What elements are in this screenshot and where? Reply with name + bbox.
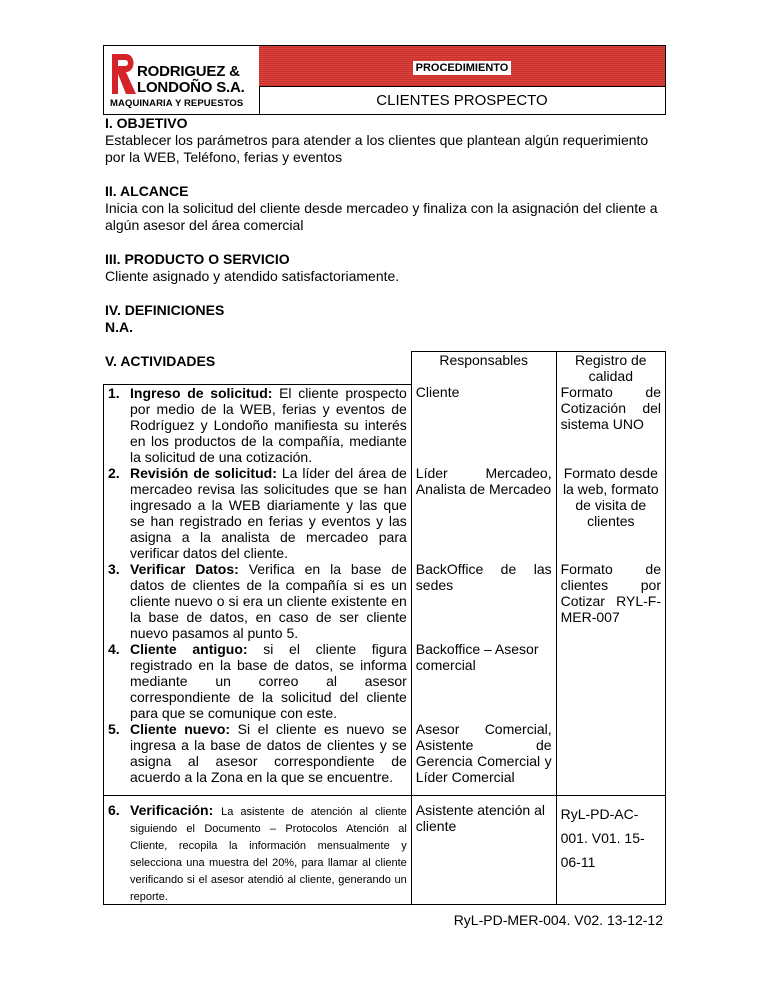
- table-row: [104, 795, 666, 904]
- activity-text: La asistente de atención al cliente siguiendo el Documento – Protocolos Atención al Cliente, recopila la información mensualmente y selecciona una muestra del 20%, para llamar al cliente verificando si el asesor atendió al cliente, generando un reporte.: [130, 805, 407, 903]
- activity-responsable: BackOffice de las sedes: [411, 561, 556, 641]
- section-body: Establecer los parámetros para atender a los clientes que plantean algún requerimiento por la WEB, Teléfono, ferias y eventos: [105, 132, 649, 165]
- logo-r-emblem-icon: [110, 52, 138, 96]
- logo-line2: LONDOÑO S.A.: [137, 79, 245, 96]
- activity-text: La líder del área de mercadeo revisa las solicitudes que se han ingresado a la WEB diariamente y las que se han registrado en ferias y eventos y las asigna a la analista de mercadeo para verificar datos del cliente.: [130, 464, 407, 561]
- section-body: Inicia con la solicitud del cliente desde mercadeo y finaliza con la asignación del cliente a algún asesor del área comercial: [105, 200, 658, 233]
- section-objetivo: [105, 115, 665, 166]
- procedure-banner: [259, 46, 665, 87]
- logo-line1: RODRIGUEZ &: [137, 63, 240, 80]
- activity-title: Cliente nuevo:: [130, 720, 231, 737]
- activity-responsable: Backoffice – Asesor comercial: [411, 641, 556, 721]
- activity-title: Ingreso de solicitud:: [130, 384, 273, 401]
- section-alcance: [105, 183, 665, 234]
- logo-subtitle: MAQUINARIA Y REPUESTOS: [110, 98, 244, 109]
- activities-heading: V. ACTIVIDADES: [105, 353, 216, 369]
- activity-title: Cliente antiguo:: [130, 640, 248, 657]
- activity-text: si el cliente figura registrado en la base de datos, se informa mediante un correo al asesor correspondiente de la solicitud del cliente para que se comunique con este.: [130, 640, 407, 721]
- section-heading: I. OBJETIVO: [105, 115, 188, 131]
- document-sections: [105, 115, 665, 370]
- table-header-row: [104, 352, 666, 385]
- table-row: [104, 465, 666, 561]
- activity-text: Si el cliente es nuevo se ingresa a la base de datos de clientes y se asigna al asesor correspondiente de acuerdo a la Zona en la que se encuentre.: [130, 720, 407, 785]
- activity-text: Verifica en la base de datos de clientes de la compañía si es un cliente nuevo o si era un cliente existente en la base de datos, en caso de ser cliente nuevo pasamos al punto 5.: [130, 560, 407, 641]
- section-body: Cliente asignado y atendido satisfactoriamente.: [105, 268, 400, 284]
- activity-number: 2.: [108, 464, 120, 481]
- activity-registro: Formato de clientes por Cotizar RYL-F-MER-007: [556, 561, 665, 641]
- activity-number: 1.: [108, 384, 120, 401]
- table-row: [104, 384, 666, 465]
- col-registro: Registro de calidad: [556, 352, 665, 385]
- activity-text: El cliente prospecto por medio de la WEB, ferias y eventos de Rodríguez y Londoño manifiesta su interés en los productos de la compañía, mediante la solicitud de una cotización.: [130, 384, 407, 465]
- table-row: [104, 561, 666, 641]
- activity-responsable: Asesor Comercial, Asistente de Gerencia Comercial y Líder Comercial: [411, 721, 556, 796]
- col-responsables: Responsables: [411, 352, 556, 385]
- activity-number: 4.: [108, 640, 120, 657]
- activities-table: [103, 351, 666, 905]
- section-heading: III. PRODUCTO O SERVICIO: [105, 251, 290, 267]
- activity-responsable: Líder Mercadeo, Analista de Mercadeo: [411, 465, 556, 561]
- document-code: RyL-PD-MER-004. V02. 13-12-12: [453, 912, 663, 928]
- activity-registro: [556, 721, 665, 796]
- activity-number: 3.: [108, 560, 120, 577]
- section-definiciones: [105, 302, 665, 336]
- procedure-label: PROCEDIMIENTO: [413, 61, 512, 75]
- activity-responsable: Cliente: [411, 384, 556, 465]
- table-row: [104, 641, 666, 721]
- activity-title: Revisión de solicitud:: [130, 464, 277, 481]
- activity-registro: [556, 641, 665, 721]
- activity-title: Verificación:: [130, 801, 214, 818]
- activity-title: Verificar Datos:: [130, 560, 239, 577]
- section-heading: II. ALCANCE: [105, 183, 189, 199]
- company-logo: [104, 46, 260, 114]
- activity-registro: Formato de Cotización del sistema UNO: [556, 384, 665, 465]
- document-header: [103, 45, 666, 115]
- activity-number: 5.: [108, 720, 120, 737]
- table-row: [104, 721, 666, 796]
- activity-responsable: Asistente atención al cliente: [411, 795, 556, 904]
- section-body: N.A.: [105, 319, 133, 335]
- activity-registro: Formato desde la web, formato de visita de clientes: [556, 465, 665, 561]
- document-title: CLIENTES PROSPECTO: [376, 92, 548, 109]
- section-heading: IV. DEFINICIONES: [105, 302, 225, 318]
- activity-registro: RyL-PD-AC-001. V01. 15-06-11: [556, 795, 665, 904]
- activity-number: 6.: [108, 801, 120, 818]
- section-producto: [105, 251, 665, 285]
